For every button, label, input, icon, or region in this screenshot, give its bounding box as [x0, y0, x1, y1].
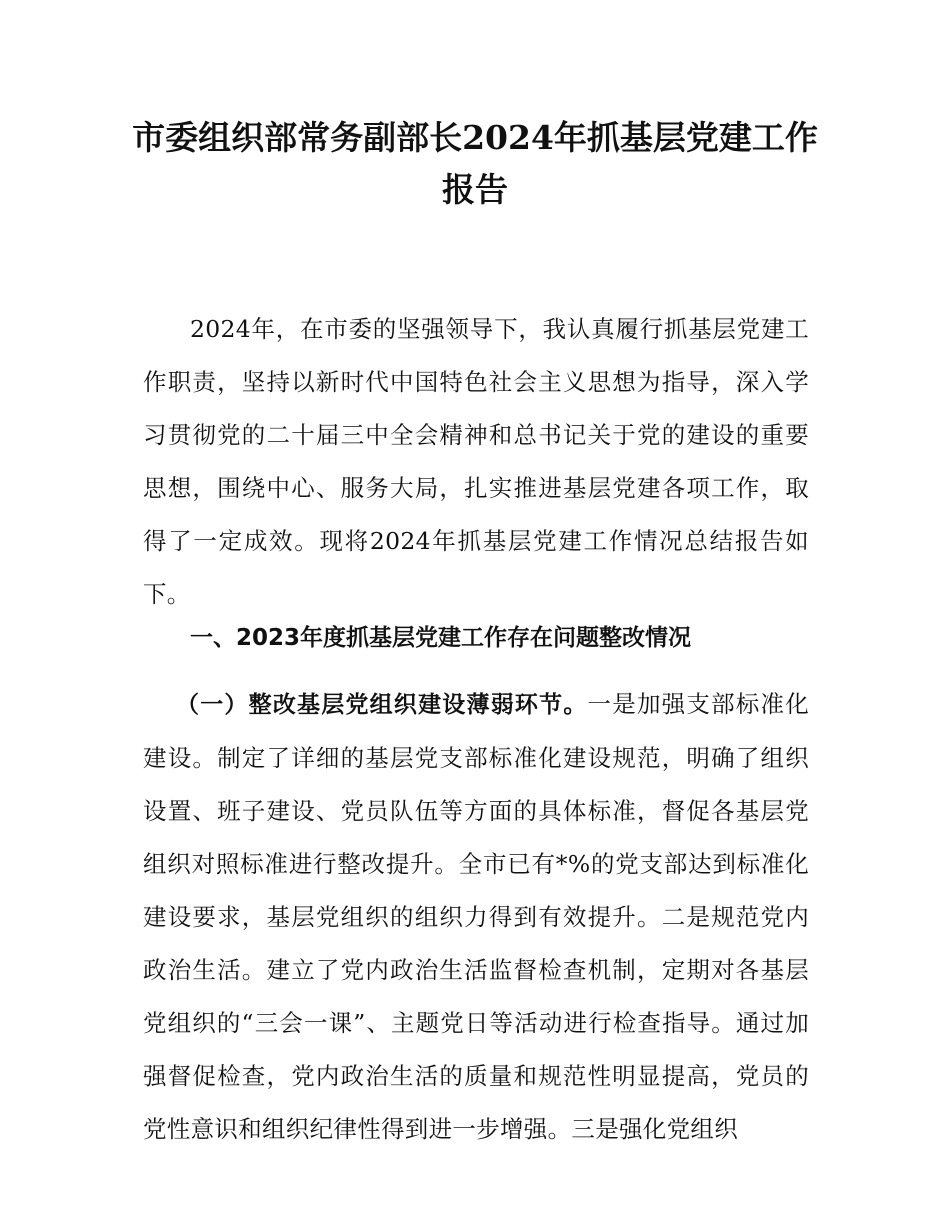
- subsection-text: 一是加强支部标准化建设。制定了详细的基层党支部标准化建设规范，明确了组织设置、班子建设、党员队伍等方面的具体标准，督促各基层党组织对照标准进行整改提升。全市已有*%的党支部达到标准化建设要求，基层党组织的组织力得到有效提升。二是规范党内政治生活。建立了党内政治生活监督检查机制，定期对各基层党组织的“三会一课”、主题党日等活动进行检查指导。通过加强督促检查，党内政治生活的质量和规范性明显提高，党员的党性意识和组织纪律性得到进一步增强。三是强化党组织: [143, 690, 809, 1143]
- subsection-heading: （一）整改基层党组织建设薄弱环节。: [176, 692, 588, 718]
- section-heading: 一、2023年度抓基层党建工作存在问题整改情况: [190, 625, 692, 651]
- intro-paragraph: 2024年，在市委的坚强领导下，我认真履行抓基层党建工作职责，坚持以新时代中国特色社会主义思想为指导，深入学习贯彻党的二十届三中全会精神和总书记关于党的建设的重要思想，围绕中心、服务大局，扎实推进基层党建各项工作，取得了一定成效。现将2024年抓基层党建工作情况总结报告如下。: [143, 315, 809, 608]
- subsection-paragraph: [143, 678, 809, 1156]
- document-title: 市委组织部常务副部长2024年抓基层党建工作报告: [132, 118, 818, 209]
